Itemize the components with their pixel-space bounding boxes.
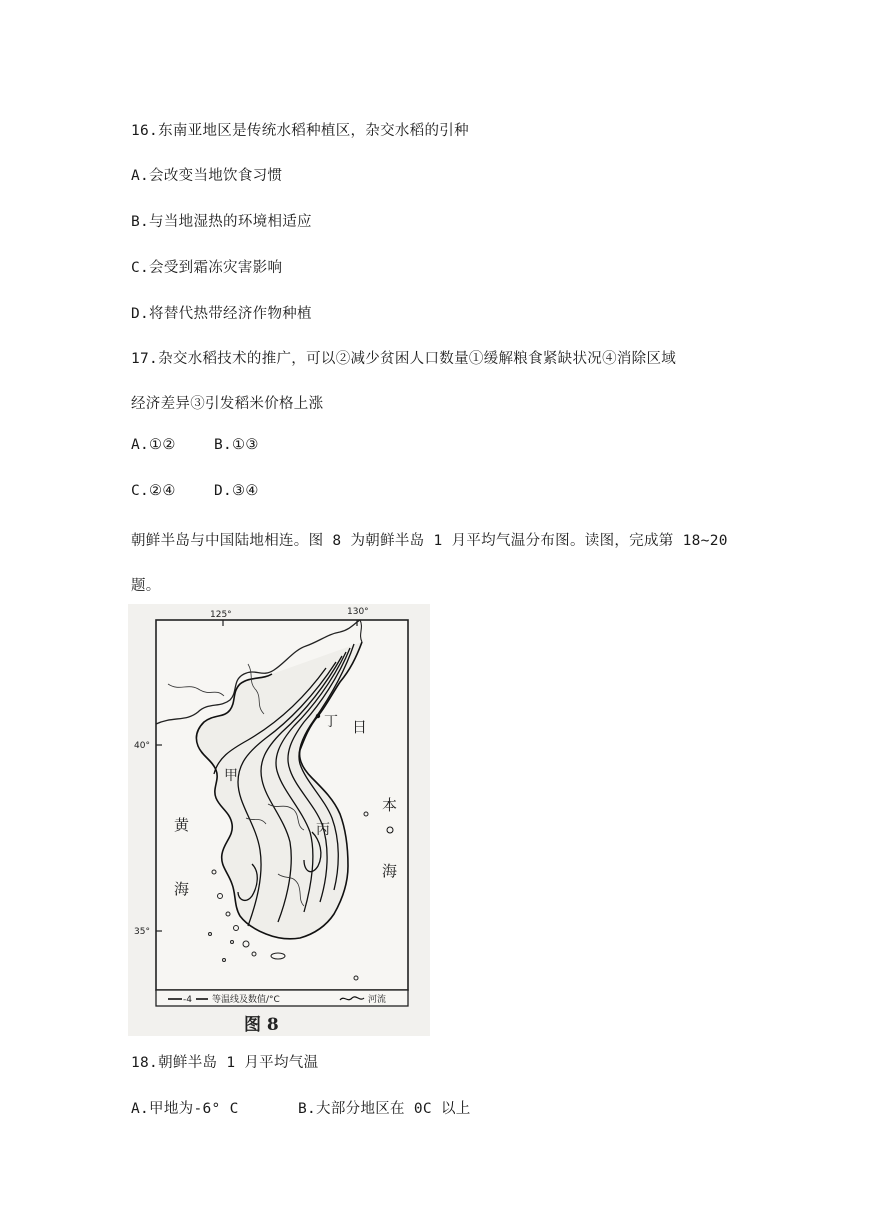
intro-line1: 朝鲜半岛与中国陆地相连。图 8 为朝鲜半岛 1 月平均气温分布图。读图，完成第 18~20 (131, 533, 728, 549)
q16-option-b: B.与当地湿热的环境相适应 (131, 214, 312, 230)
q18-option-a: A.甲地为-6° C (131, 1101, 239, 1117)
q16-option-a: A.会改变当地饮食习惯 (131, 168, 283, 184)
q17-stem-line1: 17.杂交水稻技术的推广，可以②减少贫困人口数量①缓解粮食紧缺状况④消除区域 (131, 351, 677, 367)
q17-option-d: D.③④ (214, 483, 259, 499)
figure-caption: 图 8 (244, 1015, 279, 1035)
q17-option-b: B.①③ (214, 437, 259, 453)
label-ding: 丁 (324, 714, 338, 730)
label-japan-sea-2: 本 (382, 796, 398, 814)
label-japan-sea-3: 海 (382, 862, 398, 880)
label-jia: 甲 (224, 768, 238, 784)
label-yellow-sea-2: 海 (174, 880, 190, 898)
q18-stem: 18.朝鲜半岛 1 月平均气温 (131, 1055, 319, 1071)
figure-8-map (128, 604, 430, 1036)
legend-isotherm-value: -4 (183, 995, 192, 1005)
intro-line2: 题。 (131, 578, 161, 594)
label-yellow-sea-1: 黄 (174, 816, 190, 834)
legend-river-label: 河流 (368, 995, 387, 1005)
label-bing: 丙 (316, 822, 330, 838)
lon-label-130: 130° (347, 607, 369, 617)
point-ding-marker (316, 714, 320, 718)
lat-label-35: 35° (134, 927, 150, 937)
q16-stem: 16.东南亚地区是传统水稻种植区，杂交水稻的引种 (131, 123, 469, 139)
q17-option-a: A.①② (131, 437, 176, 453)
q16-option-c: C.会受到霜冻灾害影响 (131, 260, 283, 276)
legend-isotherm-label: 等温线及数值/°C (212, 995, 280, 1005)
label-japan-sea-1: 日 (352, 718, 368, 736)
q16-option-d: D.将替代热带经济作物种植 (131, 306, 312, 322)
lat-label-40: 40° (134, 741, 150, 751)
lon-label-125: 125° (210, 610, 232, 620)
q18-option-b: B.大部分地区在 0C 以上 (298, 1101, 471, 1117)
q17-stem-line2: 经济差异③引发稻米价格上涨 (131, 396, 324, 412)
q17-option-c: C.②④ (131, 483, 176, 499)
